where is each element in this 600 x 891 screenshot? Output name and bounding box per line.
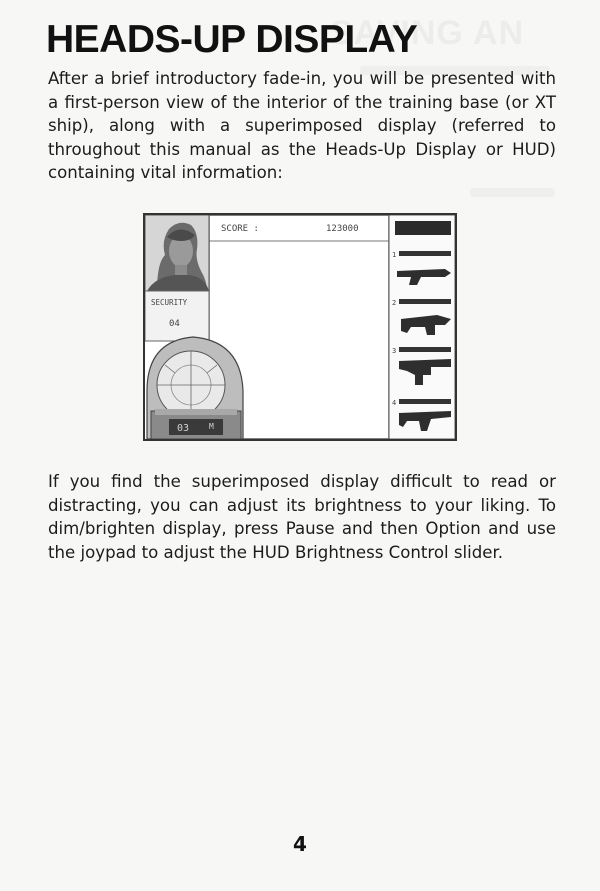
motion-tracker-readout: 03	[177, 423, 190, 434]
security-label: SECURITY	[151, 298, 188, 307]
brightness-paragraph: If you find the superimposed display difficult to read or distracting, you can adjust its brightness to your liking. To dim/brighten display, press Pause and then Option and use the joypad to adjust the HUD Brightness Control slider.	[48, 472, 556, 562]
ammo-bar	[399, 347, 451, 352]
portrait-icon	[145, 215, 209, 291]
hud-illustration	[143, 213, 457, 441]
score-value: 123000	[326, 224, 359, 234]
bleed-through-line	[470, 188, 555, 197]
weapon-slot-number: 4	[392, 399, 397, 407]
ammo-bar	[399, 399, 451, 404]
score-label: SCORE :	[221, 224, 259, 234]
security-value: 04	[169, 319, 180, 329]
page-number: 4	[293, 832, 307, 856]
ammo-bar	[399, 299, 451, 304]
weapon-slot-number: 3	[392, 347, 397, 355]
ammo-bar	[399, 251, 451, 256]
page-title: HEADS-UP DISPLAY	[46, 18, 418, 61]
health-bar	[395, 221, 451, 235]
intro-paragraph: After a brief introductory fade-in, you will be presented with a first-person view of the interior of the training base (or XT ship), along with a superimposed display (referred to throughout this manual as the Heads-Up Display or HUD) containing vital information:	[48, 69, 556, 182]
motion-tracker-unit: M	[209, 422, 214, 431]
motion-tracker-icon	[147, 337, 243, 439]
weapon-slot-number: 1	[392, 251, 397, 259]
weapon-slot-number: 2	[392, 299, 397, 307]
